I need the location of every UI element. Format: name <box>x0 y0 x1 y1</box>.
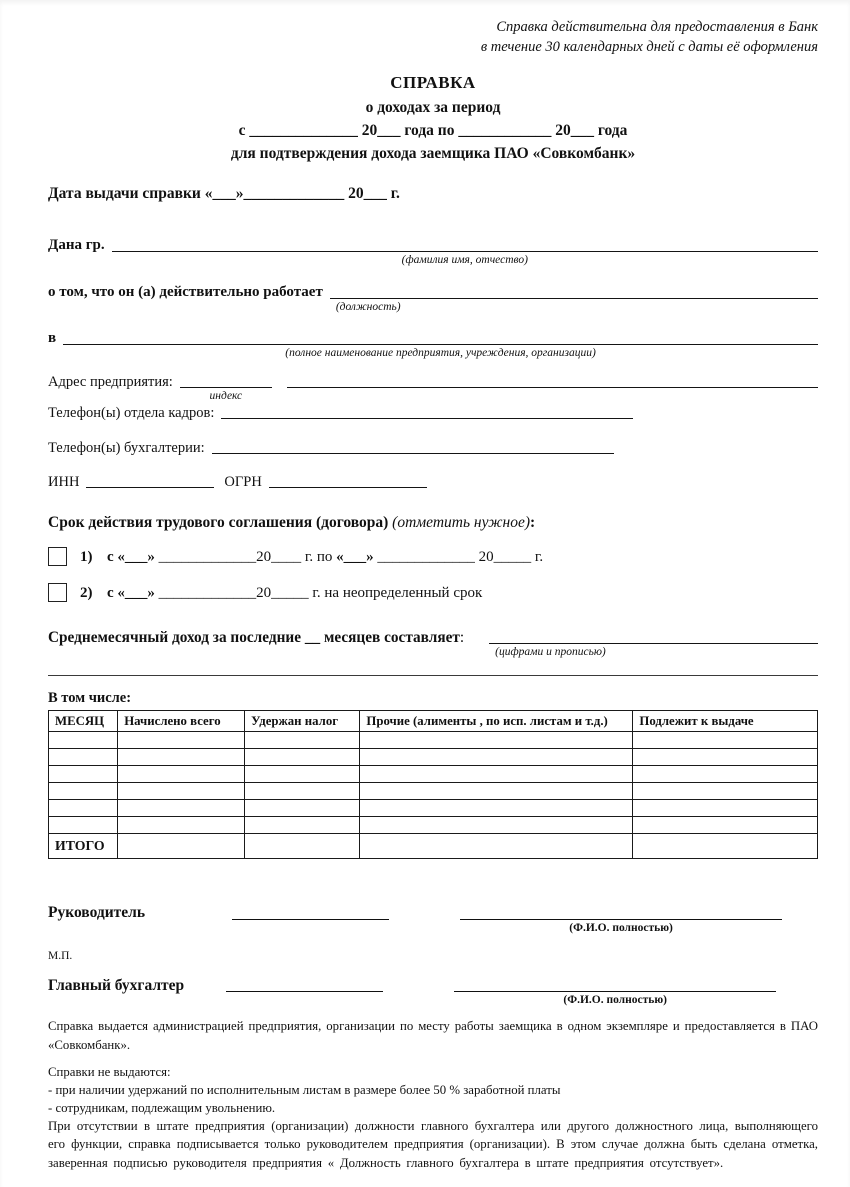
option1-mid: _____________20____ г. по <box>154 549 337 566</box>
table-intro: В том числе: <box>48 690 132 707</box>
footer-note-2-line1: Справки не выдаются: <box>48 1064 171 1079</box>
inn-label: ИНН <box>48 474 80 490</box>
organization-label: в <box>48 329 57 346</box>
table-cell <box>245 834 360 859</box>
table-cell <box>633 732 818 749</box>
option2-end: _____________20_____ г. на неопределенный срок <box>154 585 483 602</box>
table-cell <box>633 783 818 800</box>
table-header-cell: Прочие (алименты , по исп. листам и т.д.) <box>360 711 633 732</box>
organization-blank <box>63 344 818 359</box>
table-cell <box>633 800 818 817</box>
form-title: СПРАВКА <box>390 73 476 93</box>
table-header-cell: Подлежит к выдаче <box>633 711 818 732</box>
table-cell <box>118 783 245 800</box>
agreement-heading-colon: : <box>530 514 536 532</box>
option2-text <box>107 585 482 602</box>
accountant-name-blank <box>454 991 776 1007</box>
stamp-label: М.П. <box>48 949 73 962</box>
validity-note <box>48 18 818 57</box>
full-name-caption: (фамилия имя, отчество) <box>401 254 528 267</box>
table-cell <box>118 766 245 783</box>
option1-end: _____________ 20_____ г. <box>373 549 544 566</box>
table-cell <box>360 817 633 834</box>
given-to-blank <box>112 251 818 267</box>
footer-note-2-line3: - сотрудникам, подлежащим увольнению. <box>48 1101 276 1116</box>
option2-number: 2) <box>80 585 93 602</box>
accounting-phone-row <box>48 439 818 457</box>
address-row <box>48 373 818 402</box>
table-cell <box>360 800 633 817</box>
table-cell <box>118 834 245 859</box>
accountant-label: Главный бухгалтер <box>48 976 185 994</box>
title-purpose-line: для подтверждения дохода заемщика ПАО «Совкомбанк» <box>230 145 636 163</box>
table-cell <box>245 783 360 800</box>
head-fio-caption: (Ф.И.О. полностью) <box>569 921 673 934</box>
head-label: Руководитель <box>48 904 146 922</box>
title-subtitle: о доходах за период <box>365 98 501 116</box>
table-cell <box>49 732 118 749</box>
agreement-option2-row <box>48 583 818 604</box>
works-label: о том, что он (а) действительно работает <box>48 284 323 301</box>
table-cell <box>49 800 118 817</box>
footer-note-2-line2: - при наличии удержаний по исполнительным листам в размере более 50 % заработной платы <box>48 1082 561 1097</box>
validity-note-line2: в течение 30 календарных дней с даты её оформления <box>480 38 818 55</box>
table-cell <box>633 766 818 783</box>
table-cell <box>118 817 245 834</box>
table-cell <box>118 749 245 766</box>
issue-date-line: Дата выдачи справки «___»_____________ 20___ г. <box>48 185 400 203</box>
income-blank <box>489 643 818 659</box>
option1-text <box>107 549 543 566</box>
ogrn-blank <box>269 487 427 488</box>
table-total-label-cell: ИТОГО <box>49 834 118 859</box>
hr-phone-row <box>48 404 818 422</box>
option2-from: с «___» <box>107 585 155 602</box>
validity-note-line1: Справка действительна для предоставления в Банк <box>496 19 818 35</box>
table-cell <box>360 766 633 783</box>
table-cell <box>245 766 360 783</box>
title-block <box>48 70 818 165</box>
table-cell <box>49 817 118 834</box>
hr-phone-blank <box>221 418 633 419</box>
accounting-phone-blank <box>212 453 614 454</box>
table-cell <box>245 800 360 817</box>
option1-from: с «___» <box>107 549 155 566</box>
accountant-signature-blank <box>226 991 383 992</box>
ogrn-label: ОГРН <box>224 474 262 490</box>
agreement-heading-bold: Срок действия трудового соглашения (договора) <box>48 514 389 532</box>
table-cell <box>633 834 818 859</box>
agreement-heading-italic: (отметить нужное) <box>392 514 530 532</box>
accounting-phone-label: Телефон(ы) бухгалтерии: <box>48 439 205 456</box>
separator-line <box>48 675 818 676</box>
table-row <box>49 749 818 766</box>
given-to-label: Дана гр. <box>48 237 105 254</box>
footer-notes <box>48 1017 818 1171</box>
table-cell <box>633 749 818 766</box>
works-row <box>48 283 818 313</box>
postal-index-blank <box>180 387 272 402</box>
address-blank <box>287 387 818 388</box>
table-cell <box>118 732 245 749</box>
table-cell <box>245 817 360 834</box>
table-cell <box>360 749 633 766</box>
footer-note-2 <box>48 1063 818 1117</box>
table-total-row <box>49 834 818 859</box>
table-row <box>49 800 818 817</box>
postal-index-caption: индекс <box>209 389 243 402</box>
income-label: Среднемесячный доход за последние __ месяцев составляет <box>48 629 460 647</box>
hr-phone-label: Телефон(ы) отдела кадров: <box>48 404 215 421</box>
option1-number: 1) <box>80 549 93 566</box>
head-signature-blank <box>232 919 389 920</box>
table-cell <box>118 800 245 817</box>
position-caption: (должность) <box>335 300 401 313</box>
table-row <box>49 766 818 783</box>
head-name-blank <box>460 919 782 934</box>
table-row <box>49 783 818 800</box>
table-header-cell: Удержан налог <box>245 711 360 732</box>
inn-blank <box>86 487 214 488</box>
inn-ogrn-row <box>48 473 818 491</box>
head-signature-row <box>48 904 818 934</box>
accountant-fio-caption: (Ф.И.О. полностью) <box>563 994 667 1007</box>
table-row <box>49 732 818 749</box>
income-table <box>48 710 818 859</box>
table-cell <box>633 817 818 834</box>
table-cell <box>360 732 633 749</box>
accountant-signature-row <box>48 976 818 1007</box>
footer-note-3: При отсутствии в штате предприятия (организации) должности главного бухгалтера или другого должностного лица, выполняющего его функции, справка подписывается только руководителем предприятия (организации). В этом случае должна быть сделана отметка, заверенная подписью руководителя предприятия « Должность главного бухгалтера в штате предприятия отсутствует». <box>48 1119 818 1170</box>
agreement-heading <box>48 514 818 532</box>
table-cell <box>49 766 118 783</box>
table-header-row <box>49 711 818 732</box>
income-caption: (цифрами и прописью) <box>495 646 606 659</box>
table-cell <box>360 834 633 859</box>
organization-row <box>48 329 818 359</box>
address-label: Адрес предприятия: <box>48 373 173 390</box>
table-row <box>49 817 818 834</box>
table-cell <box>245 732 360 749</box>
option1-checkbox <box>48 547 67 566</box>
given-to-row <box>48 236 818 267</box>
footer-note-1: Справка выдается администрацией предприятия, организации по месту работы заемщика в одном экземпляре и предоставляется в ПАО «Совкомбанк». <box>48 1019 818 1052</box>
table-cell <box>245 749 360 766</box>
table-header-cell: МЕСЯЦ <box>49 711 118 732</box>
table-header-cell: Начислено всего <box>118 711 245 732</box>
table-cell <box>49 749 118 766</box>
option2-checkbox <box>48 583 67 602</box>
table-cell <box>49 783 118 800</box>
agreement-option1-row <box>48 547 818 568</box>
income-colon: : <box>459 629 465 647</box>
income-row <box>48 628 818 659</box>
title-period-line: с ______________ 20___ года по ____________ 20___ года <box>238 121 628 139</box>
option1-to: «___» <box>336 549 374 566</box>
position-blank <box>330 298 818 313</box>
table-cell <box>360 783 633 800</box>
organization-caption: (полное наименование предприятия, учреждения, организации) <box>285 346 596 359</box>
